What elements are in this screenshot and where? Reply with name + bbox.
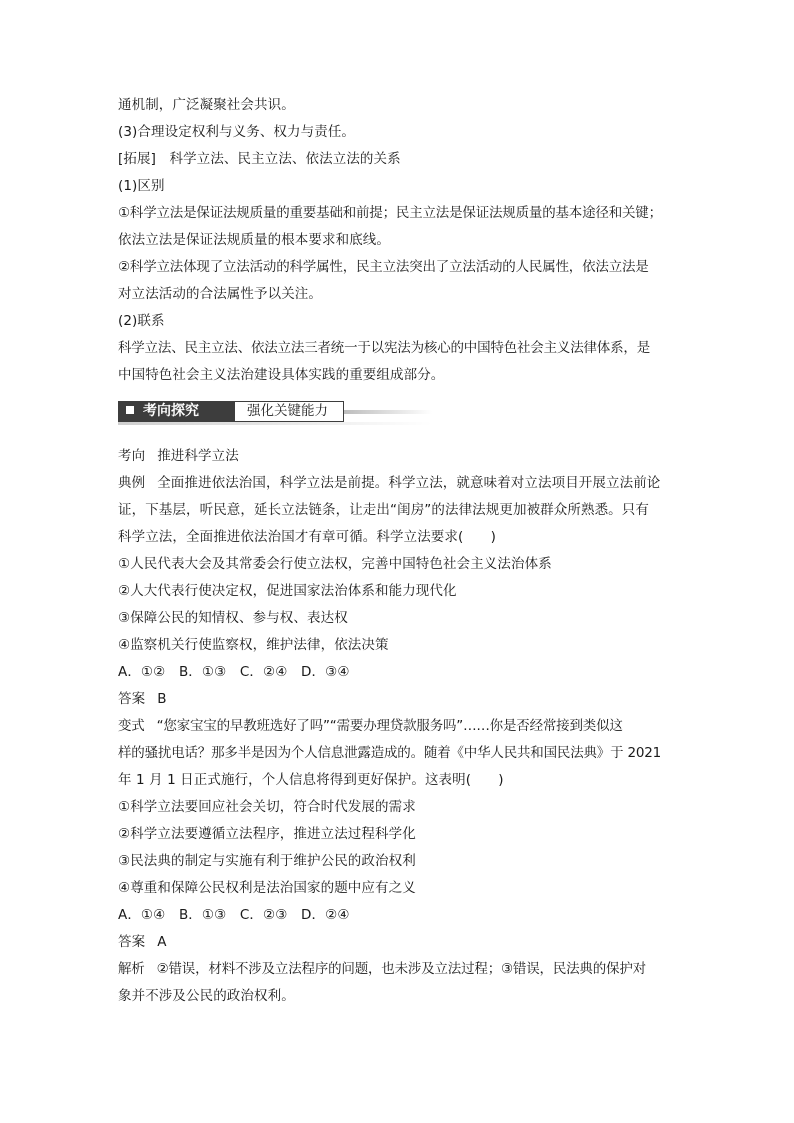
subheading-connection: (2)联系 bbox=[118, 313, 165, 329]
variant-label: 变式 bbox=[118, 718, 145, 734]
option-item: ②人大代表行使决定权，促进国家法治体系和能力现代化 bbox=[118, 583, 457, 599]
variant-stem-line: 样的骚扰电话？那多半是因为个人信息泄露造成的。随着《中华人民共和国民法典》于 2021 bbox=[118, 745, 662, 761]
square-bullet-icon bbox=[126, 406, 134, 414]
option-item: ③保障公民的知情权、参与权、表达权 bbox=[118, 610, 348, 626]
analysis-label: 解析 bbox=[118, 961, 145, 977]
document-page bbox=[118, 92, 678, 1010]
topic-line bbox=[118, 443, 678, 470]
banner-sub: 强化关键能力 bbox=[234, 401, 344, 422]
option-item: ③民法典的制定与实施有利于维护公民的政治权利 bbox=[118, 853, 416, 869]
text-line: (3)合理设定权利与义务、权力与责任。 bbox=[118, 124, 356, 140]
text-line: 通机制，广泛凝聚社会共识。 bbox=[118, 97, 295, 113]
variant-stem-line: 变式 “您家宝宝的早教班选好了吗”“需要办理贷款服务吗”……你是否经常接到类似这 bbox=[118, 713, 678, 740]
text-line: 对立法活动的合法属性予以关注。 bbox=[118, 286, 322, 302]
topic-label: 考向 bbox=[118, 448, 146, 464]
answer-line bbox=[118, 686, 678, 713]
variant-stem-line: 年 1 月 1 日正式施行，个人信息将得到更好保护。这表明( ) bbox=[118, 772, 504, 788]
answer-value: A bbox=[157, 934, 167, 950]
text-line: ①科学立法是保证法规质量的重要基础和前提；民主立法是保证法规质量的基本途径和关键； bbox=[118, 205, 662, 221]
top-section bbox=[118, 92, 678, 389]
example-stem-line: 科学立法，全面推进依法治国才有章可循。科学立法要求( ) bbox=[118, 529, 496, 545]
extension-heading: [拓展] 科学立法、民主立法、依法立法的关系 bbox=[118, 151, 401, 167]
subheading-difference: (1)区别 bbox=[118, 178, 165, 194]
text-line: ②科学立法体现了立法活动的科学属性，民主立法突出了立法活动的人民属性，依法立法是 bbox=[118, 259, 649, 275]
text-line: 科学立法、民主立法、依法立法三者统一于以宪法为核心的中国特色社会主义法律体系，是 bbox=[118, 340, 650, 356]
example-stem-line: 证，下基层，听民意，延长立法链条，让走出“闺房”的法律法规更加被群众所熟悉。只有 bbox=[118, 502, 649, 518]
choice-line: A．①④ B．①③ C．②③ D．②④ bbox=[118, 907, 350, 923]
option-item: ①人民代表大会及其常委会行使立法权，完善中国特色社会主义法治体系 bbox=[118, 556, 552, 572]
exam-section bbox=[118, 443, 678, 1010]
section-banner bbox=[118, 398, 432, 426]
banner-underline bbox=[118, 422, 432, 425]
example-label: 典例 bbox=[118, 475, 146, 491]
answer-line bbox=[118, 929, 678, 956]
text-line: 中国特色社会主义法治建设具体实践的重要组成部分。 bbox=[118, 367, 445, 383]
topic-title: 推进科学立法 bbox=[157, 448, 239, 464]
answer-value: B bbox=[157, 691, 167, 707]
choice-line: A．①② B．①③ C．②④ D．③④ bbox=[118, 664, 350, 680]
banner-main-label: 考向探究 bbox=[143, 403, 199, 419]
option-item: ④监察机关行使监察权，维护法律，依法决策 bbox=[118, 637, 389, 653]
option-item: ④尊重和保障公民权利是法治国家的题中应有之义 bbox=[118, 880, 416, 896]
banner-fade-bar bbox=[344, 410, 432, 414]
analysis-line: 解析 ②错误，材料不涉及立法程序的问题，也未涉及立法过程；③错误，民法典的保护对 bbox=[118, 956, 678, 983]
option-item: ②科学立法要遵循立法程序，推进立法过程科学化 bbox=[118, 826, 416, 842]
answer-label: 答案 bbox=[118, 934, 146, 950]
text-line: 依法立法是保证法规质量的根本要求和底线。 bbox=[118, 232, 390, 248]
analysis-line: 象并不涉及公民的政治权利。 bbox=[118, 988, 295, 1004]
example-stem-line: 典例 全面推进依法治国，科学立法是前提。科学立法，就意味着对立法项目开展立法前论 bbox=[118, 470, 678, 497]
option-item: ①科学立法要回应社会关切，符合时代发展的需求 bbox=[118, 799, 416, 815]
answer-label: 答案 bbox=[118, 691, 146, 707]
banner-main bbox=[118, 401, 234, 422]
